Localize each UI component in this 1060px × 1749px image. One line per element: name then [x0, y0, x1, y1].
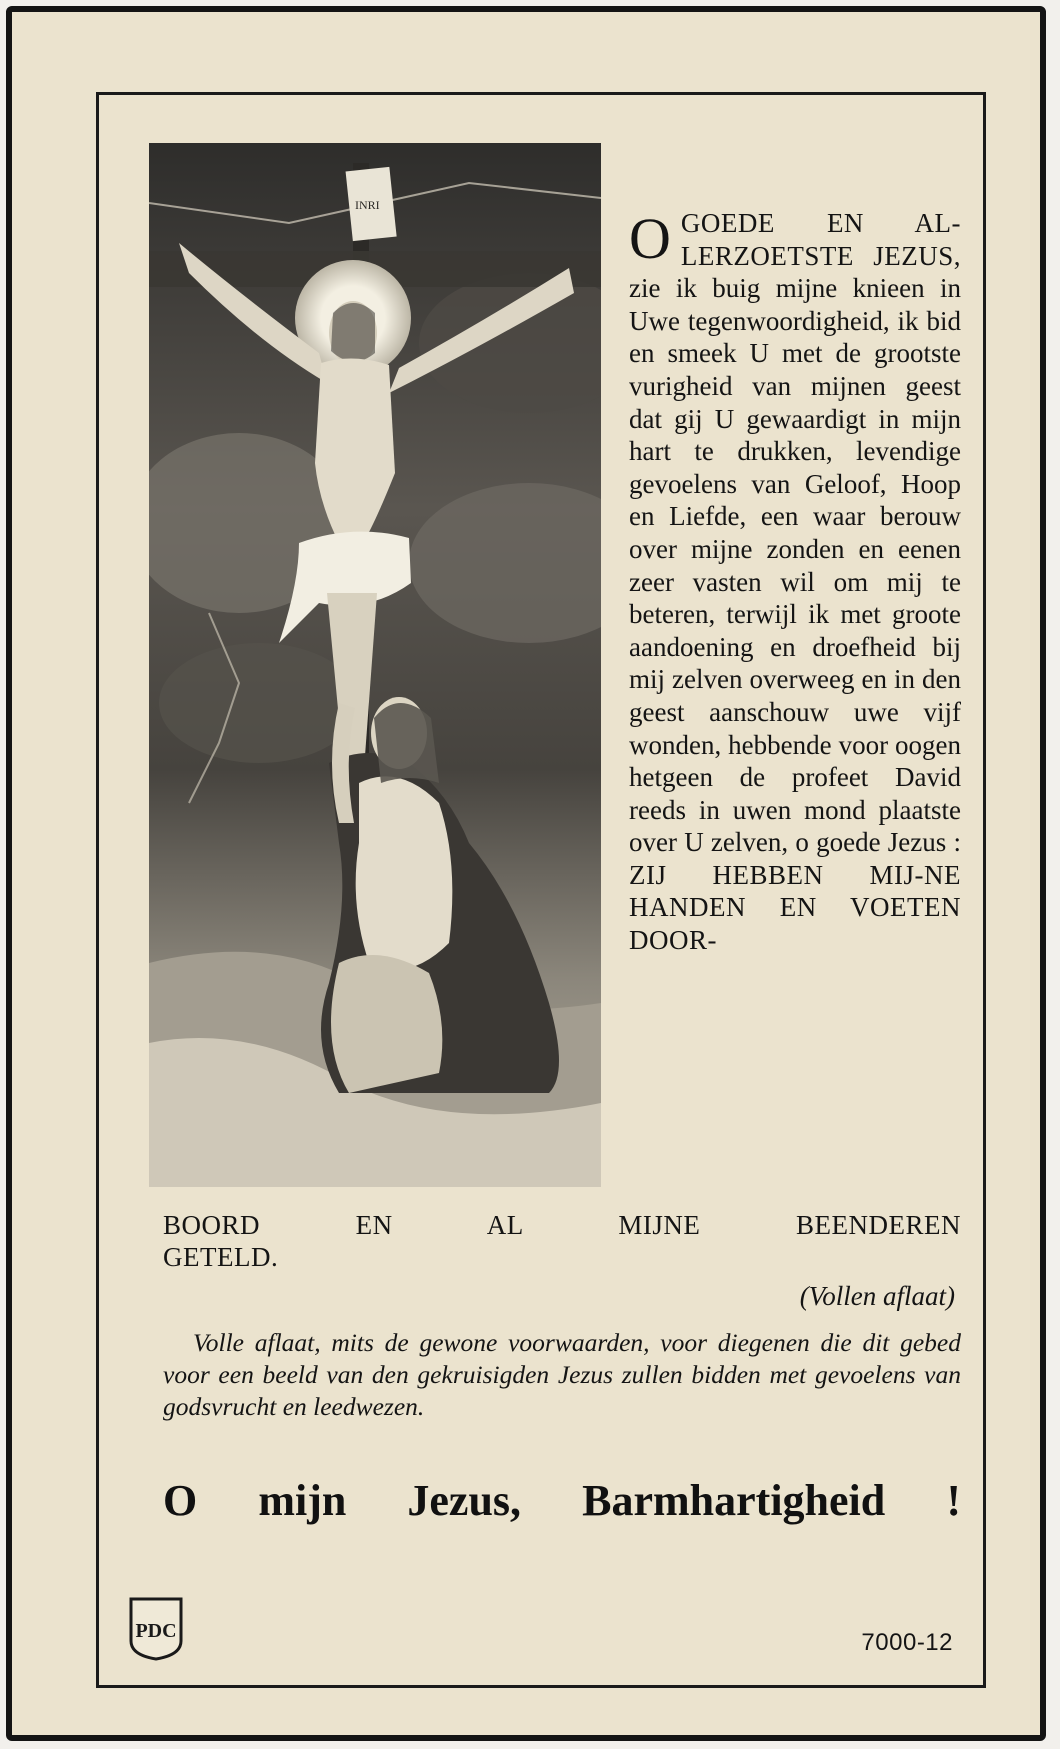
prayer-body: zie ik buig mijne knieen in Uwe tegenwoordigheid, ik bid en smeek U met de grootste vurigheid van mijnen geest dat gij U gewaardigt in mijn hart te drukken, levendige gevoelens van Geloof, Hoop en Liefde, een waar berouw over mijne zonden en eenen zeer vasten wil om mij te beteren, terwijl ik met groote aandoening en droefheid bij mij zelven overweeg en in den geest aanschouw uwe vijf wonden, hebbende voor oogen hetgeen de profeet David reeds in uwen mond plaatste over U zelven, o goede Jezus : — [629, 273, 961, 858]
crucifixion-image — [149, 143, 601, 1187]
card-frame — [96, 92, 986, 1688]
devotional-card — [6, 6, 1046, 1741]
prayer-quote-end: GETELD. — [163, 1242, 279, 1272]
cross-inscription: INRI — [355, 198, 380, 212]
indulgence-note: (Vollen aflaat) — [799, 1281, 955, 1311]
prayer-quote-caps: ZIJ HEBBEN MIJ-NE HANDEN EN VOETEN DOOR- — [629, 859, 961, 956]
prayer-quote-continuation: BOORD EN AL MIJNE BEENDEREN — [163, 1210, 961, 1240]
indulgence-text: Volle aflaat, mits de gewone voorwaarden, voor diegenen die dit gebed voor een beeld van den gekruisigden Jezus zullen bidden met gevoelens van godsvrucht en leedwezen. — [163, 1328, 961, 1421]
monogram-letters: PDC — [135, 1620, 177, 1642]
publisher-monogram-icon — [127, 1595, 185, 1661]
prayer-opening-caps: GOEDE EN AL-LERZOETSTE JEZUS, — [680, 208, 961, 271]
prayer-text — [629, 207, 961, 957]
drop-cap: O — [629, 206, 671, 271]
crucifixion-picture — [149, 143, 601, 1187]
closing-invocation: O mijn Jezus, Barmhartigheid ! — [163, 1476, 961, 1525]
prayer-column — [629, 207, 961, 957]
card-number: 7000-12 — [861, 1629, 953, 1656]
